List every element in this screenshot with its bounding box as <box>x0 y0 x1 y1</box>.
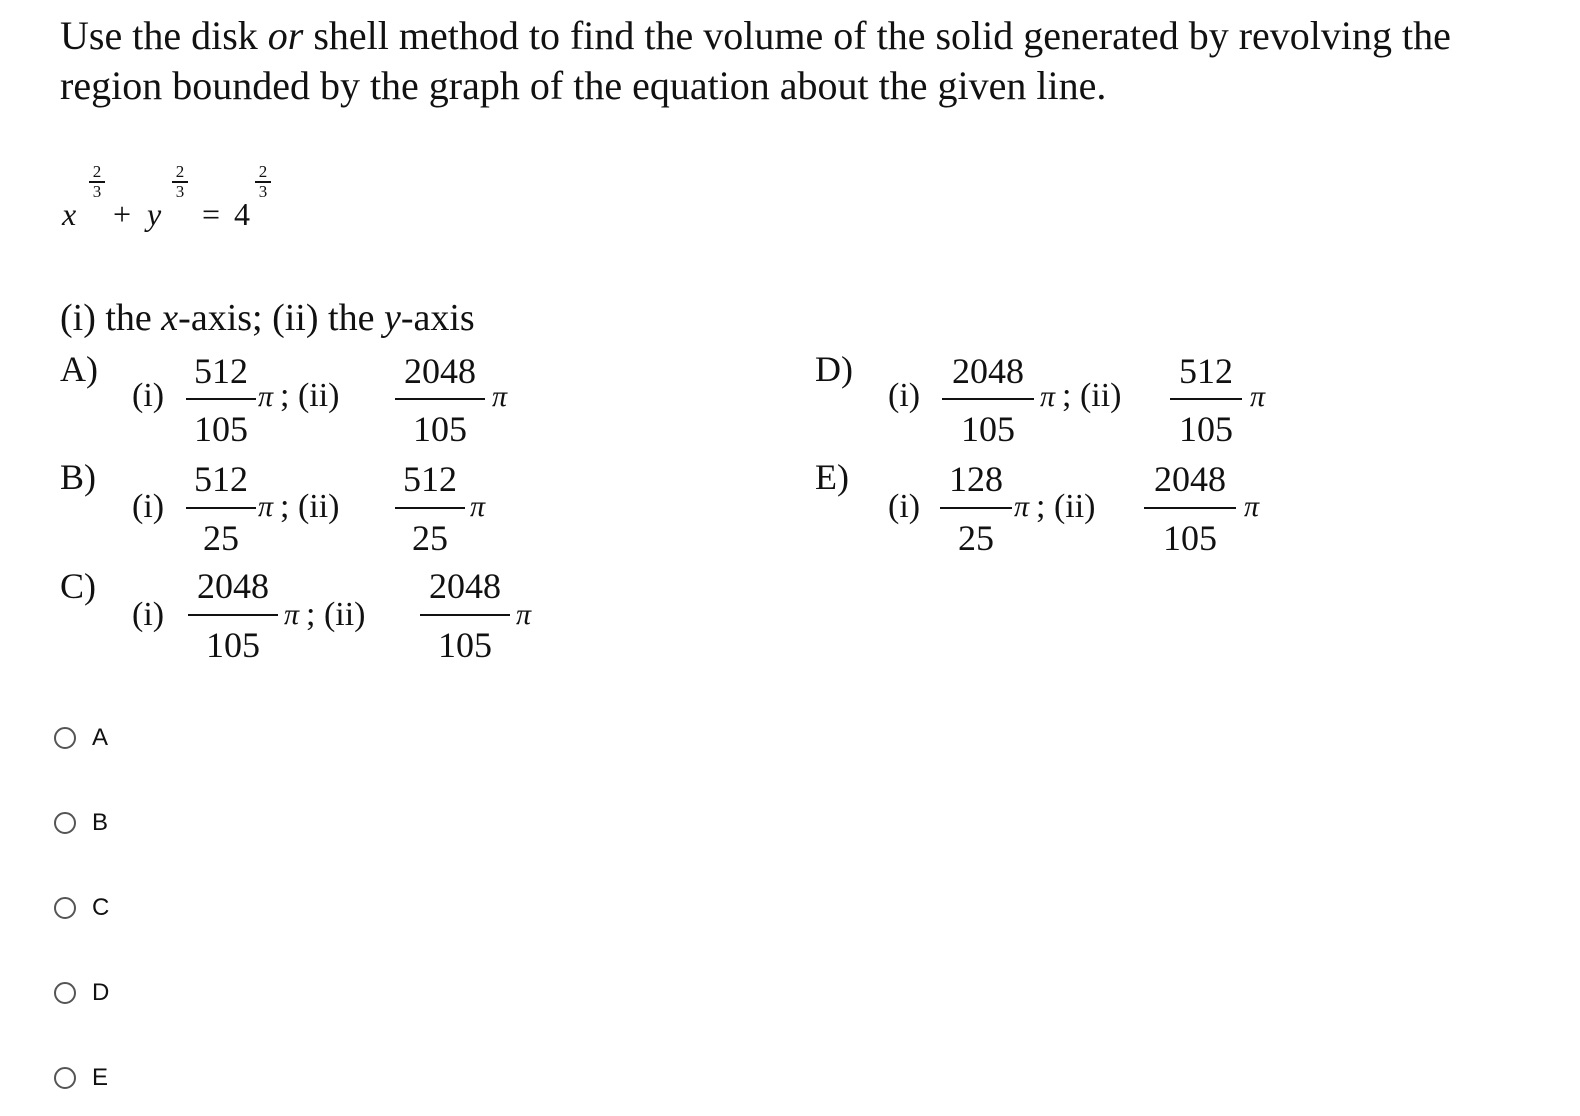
question-text: shell method to find the volume of the solid generated by revolving the <box>303 13 1451 58</box>
option-letter: D) <box>815 349 853 389</box>
equation-plus: + <box>113 196 132 232</box>
fraction-denominator: 105 <box>194 409 248 449</box>
fraction-bar <box>395 398 485 400</box>
part-i-label: (i) <box>132 596 165 633</box>
radio-button-c[interactable] <box>54 897 76 919</box>
fraction-numerator: 2048 <box>429 566 501 606</box>
pi-symbol: π <box>492 380 508 413</box>
fraction-denominator: 105 <box>206 625 260 665</box>
part-ii-label: ; (ii) <box>306 596 366 633</box>
part-i-label: (i) <box>132 488 165 525</box>
pi-symbol: π <box>1014 490 1030 523</box>
question-or: or <box>267 13 304 58</box>
choice-label-b[interactable]: B <box>92 809 109 836</box>
choice-d[interactable] <box>54 978 109 1008</box>
part-ii-label: ; (ii) <box>1062 377 1122 414</box>
pi-symbol: π <box>284 598 300 631</box>
question-text-line-2 <box>60 62 1106 110</box>
radio-button-d[interactable] <box>54 982 76 1004</box>
pi-symbol: π <box>470 490 486 523</box>
option-letter: C) <box>60 566 96 606</box>
fraction-denominator: 105 <box>413 409 467 449</box>
fraction-bar <box>1170 398 1242 400</box>
part-ii-label: ; (ii) <box>1036 488 1096 525</box>
radio-button-e[interactable] <box>54 1067 76 1089</box>
fraction-denominator: 25 <box>412 518 448 558</box>
choice-b[interactable] <box>54 808 108 838</box>
part-ii-label: ; (ii) <box>280 377 340 414</box>
fraction-bar <box>1144 507 1236 509</box>
fraction-numerator: 512 <box>194 459 248 499</box>
pi-symbol: π <box>1040 380 1056 413</box>
fraction-bar <box>186 507 256 509</box>
fraction-bar <box>942 398 1034 400</box>
part-ii-label: ; (ii) <box>280 488 340 525</box>
part-i-label: (i) <box>132 377 165 414</box>
choice-c[interactable] <box>54 893 109 923</box>
fraction-denominator: 105 <box>1179 409 1233 449</box>
radio-button-b[interactable] <box>54 812 76 834</box>
equation-equals: = <box>202 196 221 232</box>
fraction-denominator: 25 <box>203 518 239 558</box>
equation-four: 4 <box>234 196 250 232</box>
equation-x: x <box>62 196 77 232</box>
pi-symbol: π <box>1244 490 1260 523</box>
fraction-numerator: 2048 <box>1154 459 1226 499</box>
choice-label-d[interactable]: D <box>92 979 110 1006</box>
y-axis-var: y <box>383 297 401 339</box>
axes-description: (i) the x-axis; (ii) the y-axis <box>60 297 475 339</box>
choice-label-e[interactable]: E <box>92 1064 109 1091</box>
question-text: region bounded by the graph of the equation about the given line. <box>60 63 1107 108</box>
fraction-denominator: 105 <box>961 409 1015 449</box>
pi-symbol: π <box>516 598 532 631</box>
choice-label-c[interactable]: C <box>92 894 110 921</box>
fraction-denominator: 105 <box>438 625 492 665</box>
fraction-numerator: 512 <box>1179 351 1233 391</box>
part-i-label: (i) <box>888 377 921 414</box>
fraction-numerator: 2048 <box>952 351 1024 391</box>
fraction-numerator: 2048 <box>197 566 269 606</box>
exponent-x: 2 3 <box>89 164 105 200</box>
choice-e[interactable] <box>54 1063 108 1093</box>
fraction-bar <box>186 398 256 400</box>
radio-button-a[interactable] <box>54 727 76 749</box>
fraction-numerator: 128 <box>949 459 1003 499</box>
choice-label-a[interactable]: A <box>92 724 109 751</box>
fraction-bar <box>940 507 1012 509</box>
pi-symbol: π <box>258 490 274 523</box>
exponent-y: 2 3 <box>172 164 188 200</box>
equation-y: y <box>147 196 162 232</box>
fraction-numerator: 512 <box>403 459 457 499</box>
question-text-line-1 <box>60 12 1451 60</box>
fraction-denominator: 25 <box>958 518 994 558</box>
option-letter: B) <box>60 457 96 497</box>
fraction-numerator: 2048 <box>404 351 476 391</box>
part-i-label: (i) <box>888 488 921 525</box>
fraction-bar <box>188 614 278 616</box>
exponent-four: 2 3 <box>255 164 271 200</box>
option-letter: A) <box>60 349 98 389</box>
option-letter: E) <box>815 457 849 497</box>
fraction-numerator: 512 <box>194 351 248 391</box>
fraction-bar <box>420 614 510 616</box>
fraction-denominator: 105 <box>1163 518 1217 558</box>
pi-symbol: π <box>1250 380 1266 413</box>
choice-a[interactable] <box>54 723 108 753</box>
x-axis-var: x <box>161 297 179 339</box>
pi-symbol: π <box>258 380 274 413</box>
fraction-bar <box>395 507 465 509</box>
question-text: Use the disk <box>60 13 268 58</box>
